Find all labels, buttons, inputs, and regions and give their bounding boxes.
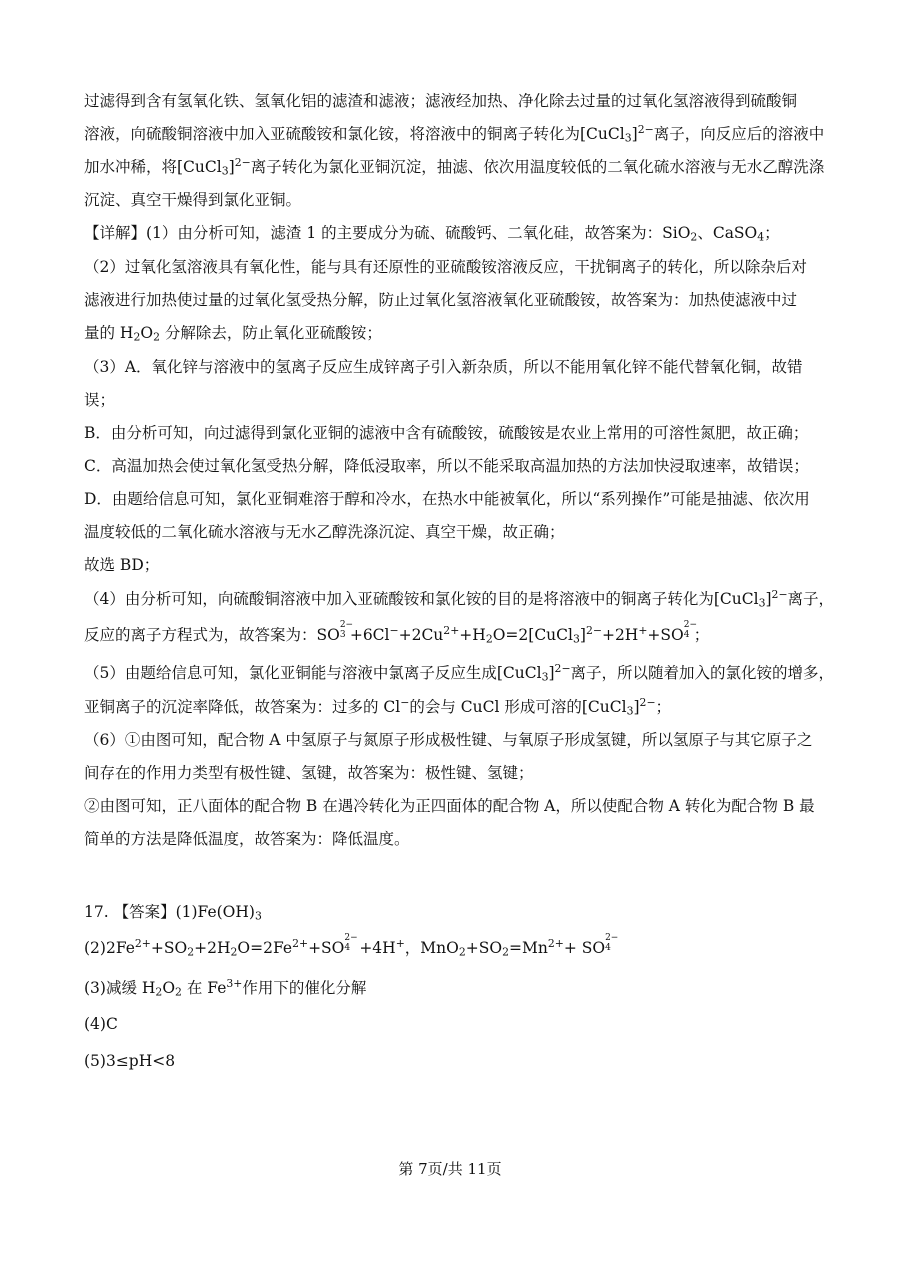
q17-answer-1: 17. 【答案】$(1)Fe(OH)_3$: [84, 903, 262, 923]
detail-3-option-b: B．由分析可知，向过滤得到氯化亚铜的滤液中含有硫酸铵，硫酸铵是农业上常用的可溶性氮肥，故正确；: [84, 424, 809, 442]
detail-2-line-3: 量的 $H_2O_2$ 分解除去，防止氧化亚硫酸铵；: [84, 324, 382, 344]
detail-6-line-4: 简单的方法是降低温度，故答案为：降低温度。: [84, 830, 410, 848]
detail-3-line-6: 温度较低的二氧化硫水溶液与无水乙醇洗涤沉淀、真空干燥，故正确；: [84, 523, 565, 541]
sulfite-charge: 2− 3: [339, 620, 354, 640]
detail-5-line-2: 亚铜离子的沉淀率降低，故答案为：过多的 Cl−的会与 CuCl 形成可溶的[CuCl$_3$]$^{2-}$；: [84, 696, 672, 718]
detail-3-line-2: 误；: [84, 391, 116, 409]
sulfate-charge: 2− 4: [344, 933, 358, 953]
sulfate-charge: 2− 4: [683, 620, 698, 640]
detail-6-line-1: （6）①由图可知，配合物 A 中氢原子与氮原子形成极性键、与氧原子形成氢键，所以氢原子与其它原子之: [84, 731, 813, 749]
page-footer: 第 7页/共 11页: [398, 1160, 502, 1178]
detail-2-line-2: 滤液进行加热使过量的过氧化氢受热分解，防止过氧化氢溶液氧化亚硫酸铵，故答案为：加热使滤液中过: [84, 291, 798, 309]
detail-1: 【详解】(1）由分析可知，滤渣 1 的主要成分为硫、硫酸钙、二氧化硅，故答案为：SiO$_2$、CaSO$_4$；: [84, 224, 780, 244]
analysis-line-1: 过滤得到含有氢氧化铁、氢氧化铝的滤渣和滤液；滤液经加热、净化除去过量的过氧化氢溶液得到硫酸铜: [84, 92, 798, 110]
detail-5-line-1: （5）由题给信息可知，氯化亚铜能与溶液中氯离子反应生成[CuCl$_3$]$^{2-}$离子，所以随着加入的氯化铵的增多，: [84, 662, 835, 684]
detail-6-line-3: ②由图可知，正八面体的配合物 B 在遇冷转化为正四面体的配合物 A，所以使配合物 A 转化为配合物 B 最: [84, 797, 815, 815]
q17-answer-5: (5)3≤pH<8: [84, 1052, 176, 1070]
detail-3-option-d: D．由题给信息可知，氯化亚铜难溶于醇和冷水，在热水中能被氧化，所以“系列操作”可能是抽滤、依次用: [84, 490, 810, 508]
detail-3-choice: 故选 BD；: [84, 556, 160, 574]
q17-answer-2: $(2)2Fe^{2+}+SO_2+2H_2O=2Fe^{2+}+SO$ 2− 4 +4H+，$MnO_2+SO_2=Mn^{2+}+$ SO 2− 4: [84, 933, 619, 959]
sulfate-charge: 2− 4: [605, 933, 619, 953]
q17-answer-3: (3)减缓 $H_2O_2$ 在 $Fe^{3+}$作用下的催化分解: [84, 977, 367, 999]
analysis-line-4: 沉淀、真空干燥得到氯化亚铜。: [84, 191, 302, 209]
detail-4-line-1: （4）由分析可知，向硫酸铜溶液中加入亚硫酸铵和氯化铵的目的是将溶液中的铜离子转化为[CuCl$_3$]$^{2-}$离子，: [84, 588, 835, 610]
q17-answer-4: (4)C: [84, 1015, 118, 1033]
detail-3-line-1: （3）A．氧化锌与溶液中的氢离子反应生成锌离子引入新杂质，所以不能用氧化锌不能代替氧化铜，故错: [84, 358, 803, 376]
detail-4-equation: 反应的离子方程式为，故答案为：SO 2− 3 $+6Cl^-+2Cu^{2+}+H_2O=2[CuCl_3]^{2-}+2H^++SO$ 2− 4 ；: [84, 620, 710, 646]
detail-2-line-1: （2）过氧化氢溶液具有氧化性，能与具有还原性的亚硫酸铵溶液反应，干扰铜离子的转化，所以除杂后对: [84, 258, 807, 276]
analysis-line-2: 溶液，向硫酸铜溶液中加入亚硫酸铵和氯化铵，将溶液中的铜离子转化为[CuCl$_3$]$^{2-}$离子，向反应后的溶液中: [84, 123, 825, 145]
detail-6-line-2: 间存在的作用力类型有极性键、氢键，故答案为：极性键、氢键；: [84, 764, 534, 782]
detail-3-option-c: C．高温加热会使过氧化氢受热分解，降低浸取率，所以不能采取高温加热的方法加快浸取速率，故错误；: [84, 457, 809, 475]
analysis-line-3: 加水冲稀，将[CuCl$_3$]$^{2-}$离子转化为氯化亚铜沉淀，抽滤、依次用温度较低的二氧化硫水溶液与无水乙醇洗涤: [84, 156, 825, 178]
